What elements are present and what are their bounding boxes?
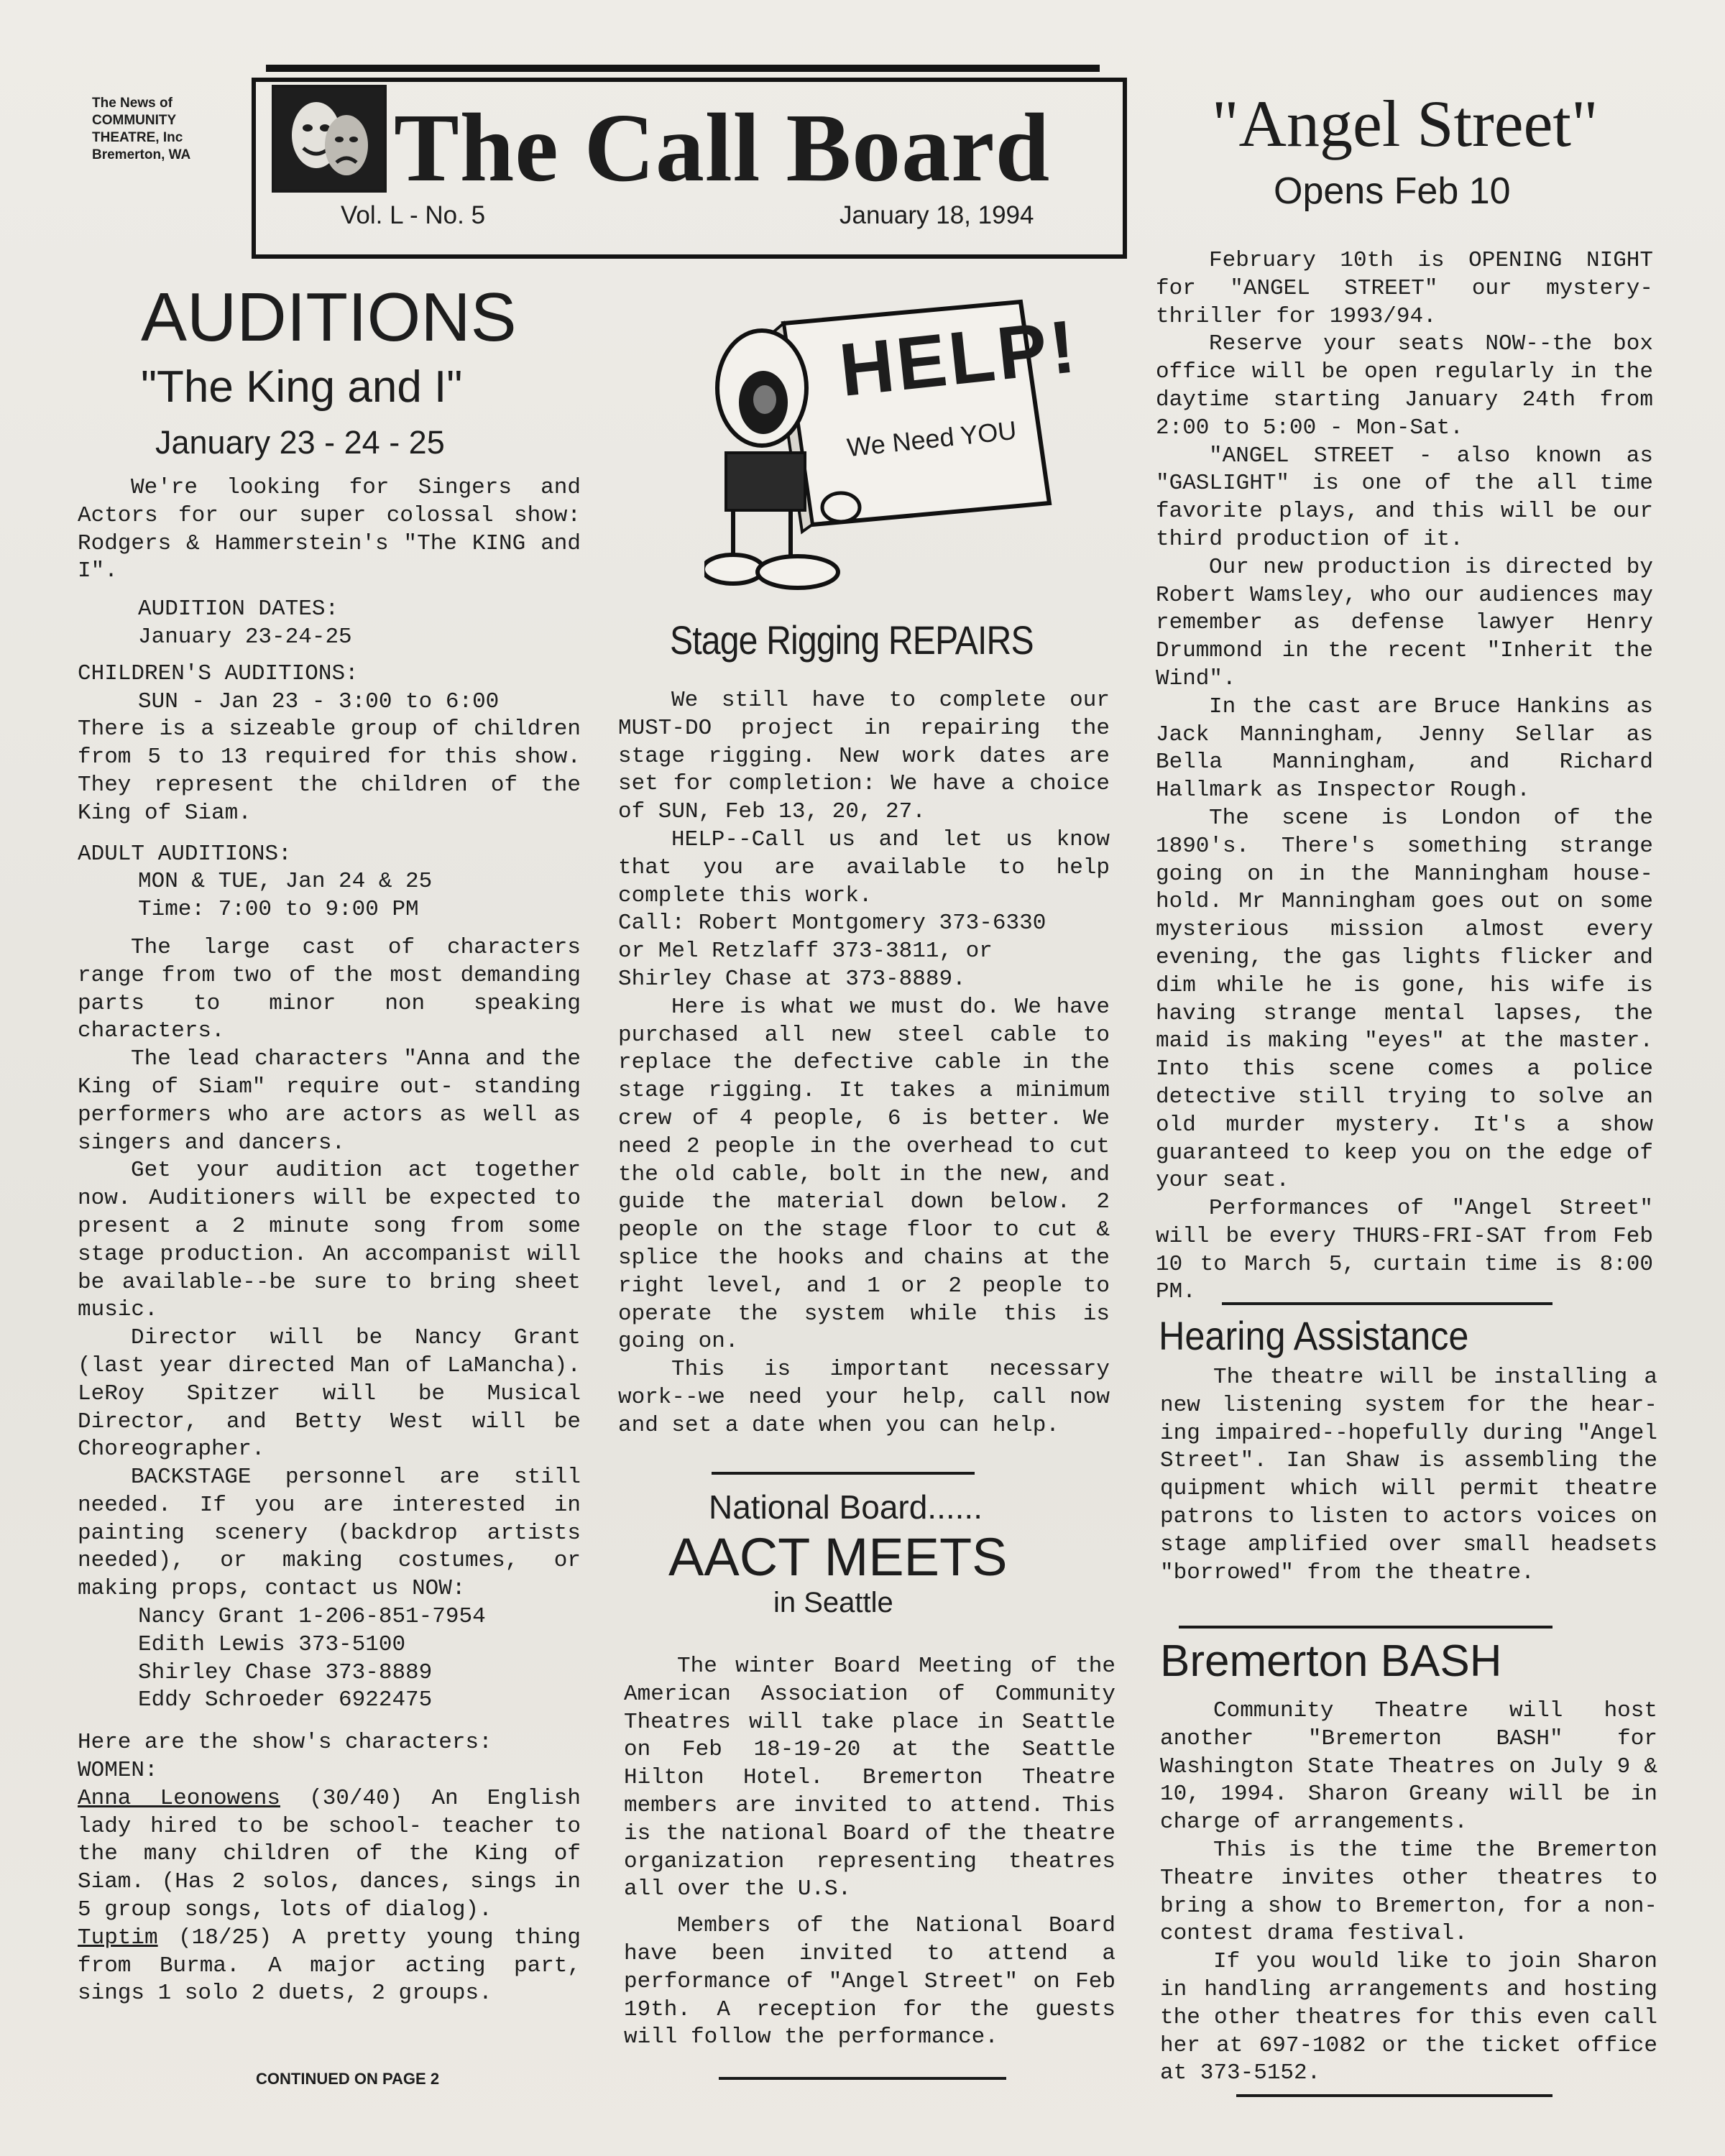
help-sign-subtext: We Need YOU — [845, 415, 1018, 463]
theatre-masks-icon — [272, 85, 387, 193]
director-paragraph: Director will be Nancy Grant (last year directed Man of LaMancha). LeRoy Spitzer will be Musical Director, and Betty West will be Choreographer. — [78, 1325, 581, 1462]
rigging-closing-paragraph: This is important necessary work--we need your help, call now and set a date when you can help. — [618, 1357, 1110, 1438]
rigging-call-line: or Mel Retzlaff 373-3811, or — [618, 939, 993, 964]
contact-line: Nancy Grant 1-206-851-7954 — [138, 1604, 486, 1630]
hearing-heading: Hearing Assistance — [1159, 1313, 1469, 1358]
bash-column — [1160, 1697, 1657, 2088]
masthead-top-rule — [266, 65, 1100, 72]
aact-subheading: in Seattle — [773, 1587, 893, 1618]
character-description: (18/25) A pretty young thing from Burma. A major acting part, sings 1 solo 2 duets, 2 groups. — [78, 1925, 581, 2007]
audition-dates-value: January 23-24-25 — [138, 624, 352, 650]
angel-street-subheading: Opens Feb 10 — [1274, 170, 1511, 212]
aact-paragraph: The winter Board Meeting of the American Association of Community Theatres will take place in Seattle on Feb 18-19-20 at the Seattle Hilton Hotel. Bremerton Theatre members are invited to attend. This is the national Board of the theatre organization representing theatres all over the U.S. — [624, 1654, 1116, 1902]
publisher-line: Bremerton, WA — [92, 147, 191, 162]
aact-kicker: National Board...... — [709, 1488, 983, 1526]
aact-heading: AACT MEETS — [668, 1527, 1008, 1587]
bash-paragraph: If you would like to join Sharon in handling arrangements and hosting the other theatres for this even call her at 697-1082 or the ticket office at 373-5152. — [1160, 1949, 1657, 2086]
auditions-show-title: "The King and I" — [141, 362, 463, 412]
angel-street-column — [1156, 247, 1653, 1307]
auditions-dates-banner: January 23 - 24 - 25 — [155, 424, 445, 461]
angel-paragraph: Reserve your seats NOW--the box office will be open regularly in the daytime starting January 24th from 2:00 to 5:00 - Mon-Sat. — [1156, 331, 1653, 441]
contact-line: Edith Lewis 373-5100 — [138, 1631, 406, 1657]
character-name: Tuptim — [78, 1925, 158, 1950]
adult-auditions-label: ADULT AUDITIONS: — [78, 841, 292, 867]
angel-paragraph: Our new production is directed by Robert Wamsley, who our audiences may remember as defense lawyer Henry Drummond in the recent "Inherit the Wind". — [1156, 554, 1653, 691]
audition-dates-label: AUDITION DATES: — [138, 596, 339, 622]
characters-intro: Here are the show's characters: — [78, 1730, 492, 1756]
backstage-paragraph: BACKSTAGE personnel are still needed. If you are interested in painting scenery (backdrop artists needed), or making costumes, or making props, contact us NOW: — [78, 1465, 581, 1602]
section-divider — [719, 2077, 1006, 2080]
help-sign-text: HELP! — [835, 304, 1082, 413]
audition-act-paragraph: Get your audition act together now. Auditioners will be expected to present a 2 minute song from some stage production. An accompanist will be available--be sure to bring sheet music. — [78, 1158, 581, 1323]
angel-paragraph: The scene is London of the 1890's. There's something strange going on in the Manningham house- hold. Mr Manningham goes out on some mysterious mission almost every evening, the gas lights flicker and dim while he is gone, his wife is having strange mental lapses, the maid is making "eyes" at the master. Into this scene comes a police detective still trying to solve an old murder mystery. It's a show guaranteed to keep you on the edge of your seat. — [1156, 805, 1653, 1194]
contact-line: Eddy Schroeder 6922475 — [138, 1687, 433, 1713]
character-name: Anna Leonowens — [78, 1785, 280, 1811]
bash-paragraph: Community Theatre will host another "Bremerton BASH" for Washington State Theatres on July 9 & 10, 1994. Sharon Greany will be in charge of arrangements. — [1160, 1698, 1657, 1835]
section-divider — [1236, 2094, 1552, 2097]
hearing-paragraph: The theatre will be installing a new listening system for the hear- ing impaired--hopefully during "Angel Street". Ian Shaw is assembling the quipment which will permit theatre patrons to listen to actors voices on stage amplified over small headsets "borrowed" from the theatre. — [1160, 1365, 1657, 1585]
angel-paragraph: February 10th is OPENING NIGHT for "ANGEL STREET" our mystery-thriller for 1993/94. — [1156, 248, 1653, 329]
aact-column — [624, 1653, 1116, 2052]
angel-street-heading: "Angel Street" — [1212, 87, 1598, 160]
childrens-auditions-label: CHILDREN'S AUDITIONS: — [78, 660, 359, 686]
bash-paragraph: This is the time the Bremerton Theatre invites other theatres to bring a show to Bremerton, for a non-contest drama festival. — [1160, 1837, 1657, 1947]
rigging-paragraph: We still have to complete our MUST-DO project in repairing the stage rigging. New work dates are set for completion: We have a choice of SUN, Feb 13, 20, 27. — [618, 688, 1110, 825]
publisher-line: The News of — [92, 96, 172, 111]
rigging-work-paragraph: Here is what we must do. We have purchased all new steel cable to replace the defective cable in the stage rigging. It takes a minimum crew of 4 people, 6 is better. We need 2 people in the overhead to cut the old cable, bolt in the new, and guide the material down below. 2 people on the stage floor to cut & splice the hooks and chains at the right level, and 1 or 2 people to operate the system while this is going on. — [618, 994, 1110, 1355]
rigging-column — [618, 687, 1110, 1440]
publisher-line: COMMUNITY — [92, 113, 177, 128]
contact-line: Shirley Chase 373-8889 — [138, 1659, 433, 1685]
angel-paragraph: Performances of "Angel Street" will be every THURS-FRI-SAT from Feb 10 to March 5, curtain time is 8:00 PM. — [1156, 1196, 1653, 1305]
angel-paragraph: "ANGEL STREET - also known as "GASLIGHT" is one of the all time favorite plays, and this will be our third production of it. — [1156, 443, 1653, 552]
continued-note: CONTINUED ON PAGE 2 — [256, 2070, 440, 2088]
hearing-column — [1160, 1364, 1657, 1587]
section-divider — [712, 1472, 975, 1475]
angel-paragraph: In the cast are Bruce Hankins as Jack Manningham, Jenny Sellar as Bella Manningham, and Richard Hallmark as Inspector Rough. — [1156, 694, 1653, 803]
issue-date: January 18, 1994 — [840, 201, 1034, 229]
childrens-auditions-text: There is a sizeable group of children from 5 to 13 required for this show. They represent the children of the King of Siam. — [78, 717, 581, 826]
section-divider — [1179, 1626, 1552, 1628]
adult-auditions-days: MON & TUE, Jan 24 & 25 — [138, 869, 433, 895]
rigging-call-line: Shirley Chase at 373-8889. — [618, 966, 966, 992]
rigging-heading: Stage Rigging REPAIRS — [670, 617, 1034, 663]
volume-number: Vol. L - No. 5 — [341, 201, 486, 229]
rigging-call-line: Call: Robert Montgomery 373-6330 — [618, 911, 1046, 936]
women-label: WOMEN: — [78, 1758, 158, 1784]
rigging-help-paragraph: HELP--Call us and let us know that you are available to help complete this work. — [618, 826, 1110, 908]
bash-heading: Bremerton BASH — [1160, 1636, 1502, 1686]
newsletter-title: The Call Board — [394, 94, 1051, 202]
character-anna — [78, 1785, 581, 1925]
lead-paragraph: The lead characters "Anna and the King of Siam" require out- standing performers who are actors as well as singers and dancers. — [78, 1046, 581, 1156]
auditions-column — [78, 474, 581, 2008]
character-tuptim — [78, 1925, 581, 2008]
publisher-line: THEATRE, Inc — [92, 130, 183, 145]
cast-paragraph: The large cast of characters range from two of the most demanding parts to minor non speaking characters. — [78, 934, 581, 1044]
section-divider — [1222, 1302, 1552, 1305]
auditions-heading: AUDITIONS — [141, 279, 517, 356]
childrens-auditions-time: SUN - Jan 23 - 3:00 to 6:00 — [138, 688, 500, 714]
character-description: (30/40) An English lady hired to be school- teacher to the many children of the King of Siam. (Has 2 solos, dances, sings in 5 group songs, lots of dialog). — [78, 1785, 581, 1923]
aact-paragraph: Members of the National Board have been invited to attend a performance of "Angel Street" on Feb 19th. A reception for the guests will follow the performance. — [624, 1913, 1116, 2050]
auditions-intro: We're looking for Singers and Actors for our super colossal show: Rodgers & Hammerstein's "The KING and I". — [78, 475, 581, 584]
adult-auditions-time: Time: 7:00 to 9:00 PM — [138, 897, 419, 923]
publisher-info — [92, 95, 236, 164]
